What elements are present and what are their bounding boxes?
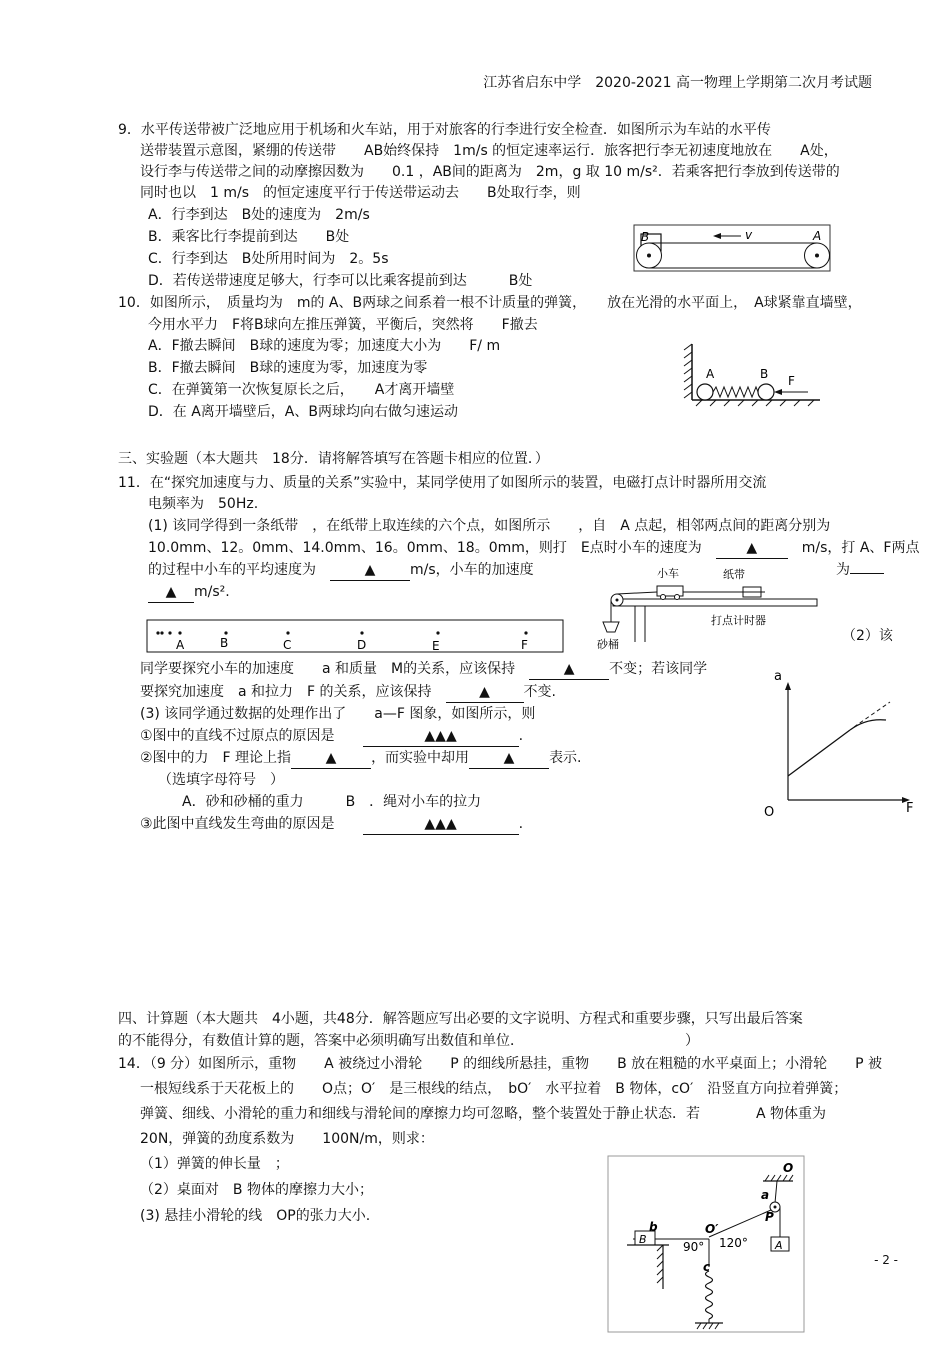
- q11-part1-line1: (1) 该同学得到一条纸带 ，在纸带上取连续的六个点，如图所示 ，自 A 点起，相邻两点间的距离分别为: [148, 518, 831, 534]
- section-4-title-line2: 的不能得分，有数值计算的题，答案中必须明确写出数值和单位． ）: [118, 1033, 699, 1049]
- q11-part2-head: （2）该: [842, 628, 893, 644]
- a-f-graph-figure: [762, 668, 922, 820]
- q10-stem-line1: 10．如图所示， 质量均为 m的 A、B两球之间系着一根不计质量的弹簧， 放在光滑的水平面上， A球紧靠直墙壁，: [118, 295, 862, 311]
- q10-option-c: C．在弹簧第一次恢复原长之后， A才离开墙壁: [148, 382, 455, 398]
- svg-text:F: F: [521, 638, 528, 652]
- q14-stem-line1: 14．（9 分）如图所示，重物 A 被绕过小滑轮 P 的细线所悬挂，重物 B 放在粗糙的水平桌面上；小滑轮 P 被: [118, 1056, 883, 1072]
- q9-option-b: B．乘客比行李提前到达 B处: [148, 229, 350, 245]
- q10-option-b: B．F撤去瞬间 B球的速度为零，加速度为零: [148, 360, 428, 376]
- conveyor-belt-figure: [633, 224, 833, 274]
- cart-apparatus-figure: [595, 562, 825, 654]
- svg-text:120°: 120°: [719, 1236, 748, 1250]
- svg-text:砂桶: 砂桶: [597, 638, 619, 651]
- spring-balls-figure: [680, 340, 830, 412]
- svg-text:O: O: [764, 805, 775, 820]
- page-number: - 2 -: [874, 1253, 898, 1267]
- svg-text:C: C: [283, 638, 292, 652]
- q14-stem-line2: 一根短线系于天花板上的 O点；O′ 是三根线的结点， bO′ 水平拉着 B 物体，cO′ 沿竖直方向拉着弹簧；: [140, 1081, 848, 1097]
- q11-part1-line2: 10.0mm、12。0mm、14.0mm、16。0mm、18。0mm，则打 E点时小车的速度为 ▲ m/s，打 A、F两点: [148, 538, 919, 559]
- answer-blank: ▲: [291, 748, 371, 769]
- svg-text:F: F: [906, 801, 914, 816]
- answer-blank: ▲: [330, 560, 410, 581]
- q14-part1: （1）弹簧的伸长量 ；: [140, 1156, 289, 1172]
- q11-part3-line4: （选填字母符号 ）: [158, 772, 284, 788]
- q10-option-a: A．F撤去瞬间 B球的速度为零；加速度大小为 F/ m: [148, 338, 501, 354]
- answer-blank: ▲: [716, 538, 788, 559]
- svg-text:F: F: [788, 374, 795, 388]
- q14-part3: (3) 悬挂小滑轮的线 OP的张力大小.: [140, 1208, 371, 1224]
- q11-intro-line1: 11．在“探究加速度与力、质量的关系”实验中，某同学使用了如图所示的装置，电磁打点计时器所用交流: [118, 475, 767, 491]
- svg-text:A: A: [813, 229, 822, 243]
- q9-option-d: D．若传送带速度足够大，行李可以比乘客提前到达 B处: [148, 273, 533, 289]
- pulley-spring-figure: [607, 1155, 805, 1335]
- svg-text:90°: 90°: [683, 1240, 705, 1254]
- answer-blank: ▲: [469, 748, 549, 769]
- svg-text:B: B: [641, 230, 650, 244]
- svg-text:O: O: [783, 1161, 794, 1175]
- q11-part3-line1: (3) 该同学通过数据的处理作出了 a—F 图象，如图所示，则: [140, 706, 536, 722]
- svg-text:a: a: [761, 1188, 770, 1202]
- answer-blank: ▲▲▲: [363, 814, 519, 835]
- q9-option-c: C．行李到达 B处所用时间为 2。5s: [148, 251, 389, 267]
- section-4-title-line1: 四、计算题（本大题共 4小题，共48分．解答题应写出必要的文字说明、方程式和重要步骤，只写出最后答案: [118, 1011, 803, 1027]
- section-3-title: 三、实验题（本大题共 18分．请将解答填写在答题卡相应的位置．）: [118, 451, 549, 467]
- svg-text:A: A: [775, 1239, 783, 1252]
- q14-stem-line3: 弹簧、细线、小滑轮的重力和细线与滑轮间的摩擦力均可忽略，整个装置处于静止状态．若 A 物体重为: [140, 1106, 827, 1122]
- q10-stem-line2: 今用水平力 F将B球向左推压弹簧，平衡后，突然将 F撤去: [148, 317, 538, 333]
- q11-part1-line3: 的过程中小车的平均速度为 ▲ m/s，小车的加速度: [148, 560, 534, 581]
- svg-text:小车: 小车: [657, 567, 679, 580]
- q10-option-d: D．在 A离开墙壁后，A、B两球均向右做匀速运动: [148, 404, 458, 420]
- q11-part2-line2: 要探究加速度 a 和拉力 F 的关系，应该保持 ▲ 不变.: [140, 682, 556, 703]
- q14-part2: （2）桌面对 B 物体的摩擦力大小；: [140, 1182, 373, 1198]
- svg-text:b: b: [649, 1220, 658, 1234]
- q9-stem-line1: 9．水平传送带被广泛地应用于机场和火车站，用于对旅客的行李进行安全检查．如图所示为车站的水平传: [118, 122, 771, 138]
- svg-text:O′: O′: [705, 1222, 719, 1236]
- svg-text:D: D: [357, 638, 367, 652]
- answer-blank: ▲▲▲: [363, 726, 519, 747]
- q9-stem-line4: 同时也以 1 m/s 的恒定速度平行于传送带运动去 B处取行李，则: [140, 185, 581, 201]
- q11-part3-line6: ③此图中直线发生弯曲的原因是 ▲▲▲ .: [140, 814, 523, 835]
- q11-part3-line3: ②图中的力 F 理论上指 ▲ ，而实验中却用 ▲ 表示.: [140, 748, 582, 769]
- svg-text:c: c: [703, 1260, 711, 1274]
- q11-intro-line2: 电频率为 50Hz.: [148, 496, 259, 512]
- q14-stem-line4: 20N，弹簧的劲度系数为 100N/m，则求：: [140, 1131, 434, 1147]
- q11-part1-line3-tail: 为: [836, 560, 884, 580]
- svg-text:B: B: [220, 636, 229, 650]
- svg-text:B: B: [639, 1233, 647, 1246]
- q9-stem-line3: 设行李与传送带之间的动摩擦因数为 0.1 ，AB间的距离为 2m，g 取 10 m/s²．若乘客把行李放到传送带的: [140, 164, 840, 180]
- q9-stem-line2: 送带装置示意图，紧绷的传送带 AB始终保持 1m/s 的恒定速率运行．旅客把行李无初速度地放在 A处，: [140, 143, 838, 159]
- svg-text:打点计时器: 打点计时器: [711, 614, 766, 627]
- q9-option-a: A．行李到达 B处的速度为 2m/s: [148, 207, 370, 223]
- paper-tape-figure: [146, 619, 566, 655]
- answer-blank: ▲: [529, 659, 609, 680]
- q11-part2-line1: 同学要探究小车的加速度 a 和质量 M的关系，应该保持 ▲ 不变；若该同学: [140, 659, 707, 680]
- answer-blank: ▲: [148, 582, 194, 603]
- answer-blank: ▲: [446, 682, 524, 703]
- q11-part3-line5: A．砂和砂桶的重力 B ．绳对小车的拉力: [182, 794, 482, 810]
- svg-text:a: a: [774, 669, 782, 684]
- page-header: 江苏省启东中学 2020-2021 高一物理上学期第二次月考试题: [483, 75, 872, 91]
- q11-part3-line2: ①图中的直线不过原点的原因是 ▲▲▲ .: [140, 726, 523, 747]
- q11-part1-line4: ▲ m/s².: [148, 582, 230, 603]
- svg-text:A: A: [176, 638, 185, 652]
- svg-text:P: P: [765, 1210, 774, 1224]
- svg-text:v: v: [745, 228, 753, 242]
- svg-text:E: E: [432, 639, 440, 653]
- svg-text:A: A: [706, 367, 715, 381]
- svg-text:B: B: [760, 367, 769, 381]
- svg-text:纸带: 纸带: [723, 568, 745, 581]
